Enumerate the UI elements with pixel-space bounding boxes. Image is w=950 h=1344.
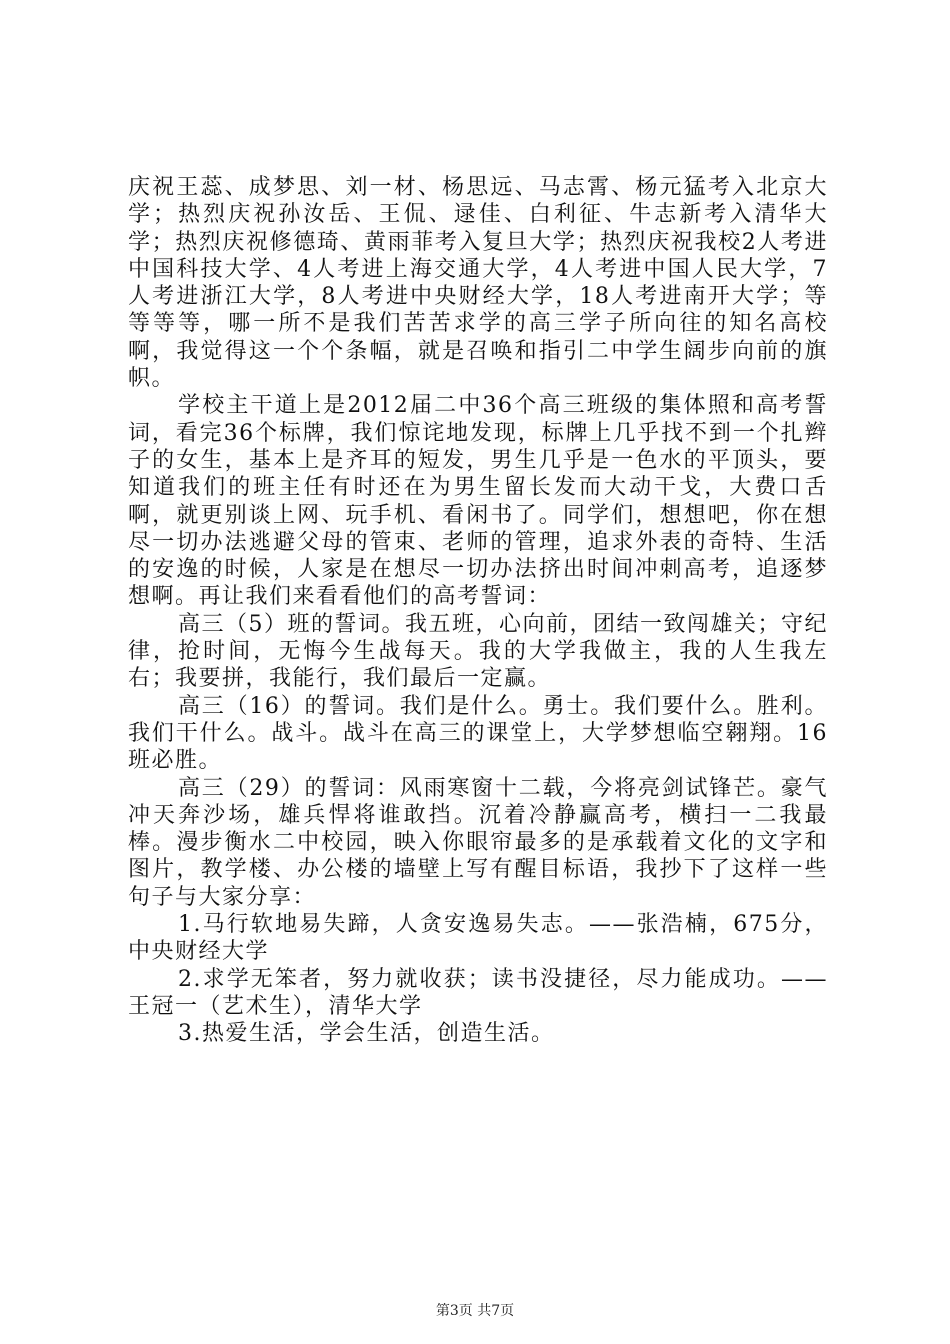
- quote-item-2: 2.求学无笨者，努力就收获；读书没捷径，尽力能成功。——王冠一（艺术生），清华大学: [128, 966, 828, 1019]
- quote-item-1: 1.马行软地易失蹄，人贪安逸易失志。——张浩楠，675分，中央财经大学: [128, 912, 828, 965]
- paragraph-class-5-oath: 高三（5）班的誓词。我五班，心向前，团结一致闯雄关；守纪律，抢时间，无悔今生战每天。我的大学我做主，我的人生我左右；我要拼，我能行，我们最后一定赢。: [128, 611, 828, 692]
- paragraph-class-16-oath: 高三（16）的誓词。我们是什么。勇士。我们要什么。胜利。我们干什么。战斗。战斗在高三的课堂上，大学梦想临空翱翔。16班必胜。: [128, 693, 828, 774]
- page-number-footer: 第3页 共7页: [435, 1303, 515, 1319]
- body-text: [128, 174, 828, 1048]
- paragraph-class-photos: 学校主干道上是2012届二中36个高三班级的集体照和高考誓词，看完36个标牌，我们惊诧地发现，标牌上几乎找不到一个扎辫子的女生，基本上是齐耳的短发，男生几乎是一色水的平顶头，要知道我们的班主任有时还在为男生留长发而大动干戈，大费口舌啊，就更别谈上网、玩手机、看闲书了。同学们，想想吧，你在想尽一切办法逃避父母的管束、老师的管理，追求外表的奇特、生活的安逸的时候，人家是在想尽一切办法挤出时间冲刺高考，追逐梦想啊。再让我们来看看他们的高考誓词：: [128, 393, 828, 610]
- paragraph-class-29-oath: 高三（29）的誓词：风雨寒窗十二载，今将亮剑试锋芒。豪气冲天奔沙场，雄兵悍将谁敢挡。沉着冷静赢高考，横扫一二我最棒。漫步衡水二中校园，映入你眼帘最多的是承载着文化的文字和图片，教学楼、办公楼的墙壁上写有醒目标语，我抄下了这样一些句子与大家分享：: [128, 775, 828, 910]
- quote-item-3: 3.热爱生活，学会生活，创造生活。: [178, 1021, 555, 1047]
- paragraph-university-admissions: 庆祝王蕊、成梦思、刘一材、杨思远、马志霄、杨元猛考入北京大学；热烈庆祝孙汝岳、王侃、逯佳、白利征、牛志新考入清华大学；热烈庆祝修德琦、黄雨菲考入复旦大学；热烈庆祝我校2人考进中国科技大学、4人考进上海交通大学，4人考进中国人民大学，7人考进浙江大学，8人考进中央财经大学，18人考进南开大学；等等等等，哪一所不是我们苦苦求学的高三学子所向往的知名高校啊，我觉得这一个个条幅，就是召唤和指引二中学生阔步向前的旗帜。: [128, 175, 828, 392]
